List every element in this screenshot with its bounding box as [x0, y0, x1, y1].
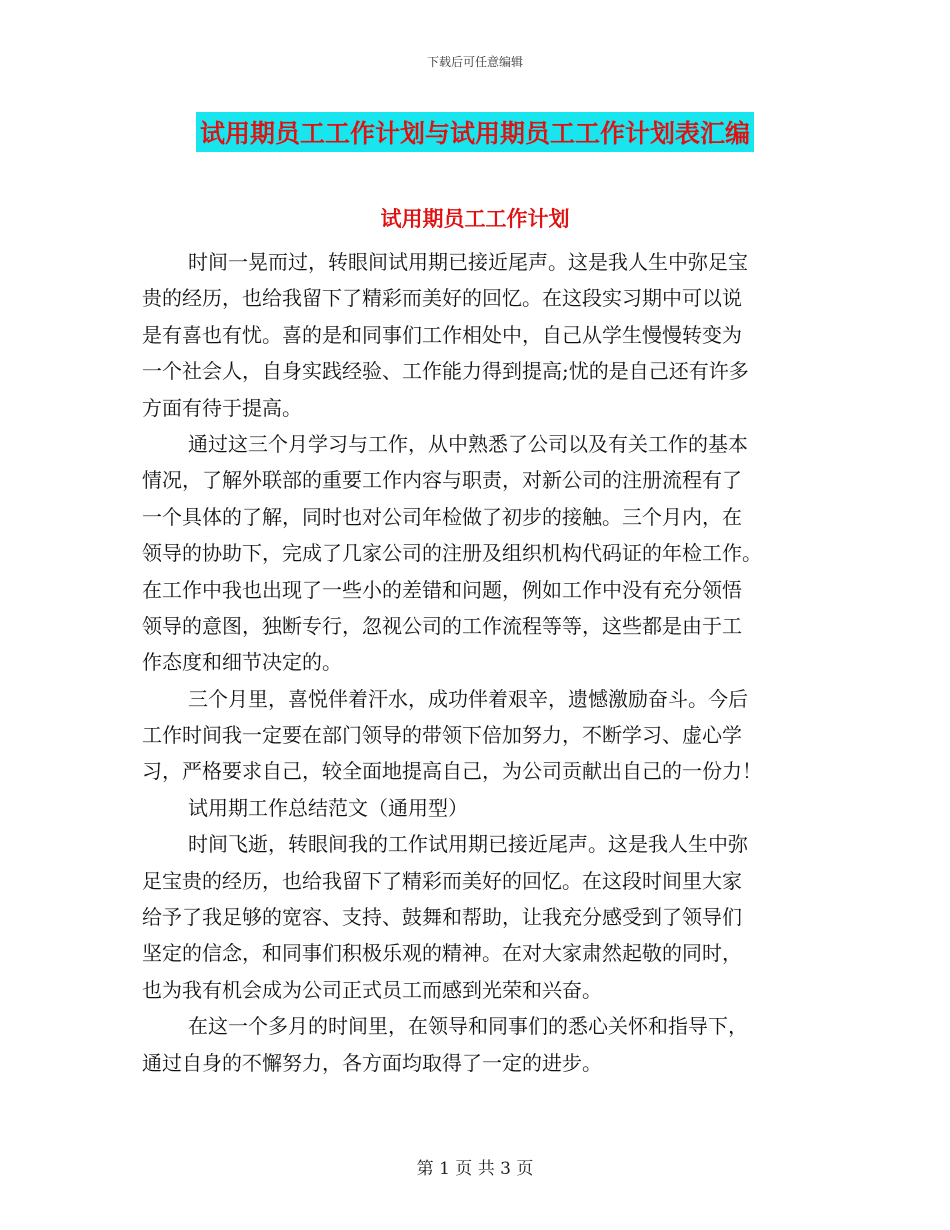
- body-line: 一个社会人，自身实践经验、工作能力得到提高;忧的是自己还有许多: [142, 359, 749, 384]
- document-title-container: [0, 112, 950, 152]
- document-title: 试用期员工工作计划与试用期员工工作计划表汇编: [196, 112, 754, 152]
- section-title: 试用期员工工作计划: [380, 207, 570, 231]
- body-line: 通过自身的不懈努力，各方面均取得了一定的进步。: [142, 1050, 602, 1075]
- header-note: 下载后可任意编辑: [426, 55, 523, 69]
- body-line: 工作时间我一定要在部门领导的带领下倍加努力，不断学习、虚心学: [142, 723, 742, 748]
- body-line: 坚定的信念，和同事们积极乐观的精神。在对大家肃然起敬的同时，: [142, 941, 742, 966]
- body-line: 在这一个多月的时间里，在领导和同事们的悉心关怀和指导下，: [188, 1014, 748, 1039]
- body-line: 足宝贵的经历，也给我留下了精彩而美好的回忆。在这段时间里大家: [142, 868, 742, 893]
- body-line: 试用期工作总结范文（通用型）: [188, 795, 468, 820]
- body-line: 也为我有机会成为公司正式员工而感到光荣和兴奋。: [142, 977, 602, 1002]
- body-line: 时间飞逝，转眼间我的工作试用期已接近尾声。这是我人生中弥: [188, 832, 748, 857]
- body-line: 领导的协助下，完成了几家公司的注册及组织机构代码证的年检工作。: [142, 541, 762, 566]
- body-line: 作态度和细节决定的。: [142, 650, 342, 675]
- page-footer: 第 1 页 共 3 页: [416, 1159, 534, 1179]
- body-line: 三个月里，喜悦伴着汗水，成功伴着艰辛，遗憾激励奋斗。今后: [188, 686, 748, 711]
- body-line: 时间一晃而过，转眼间试用期已接近尾声。这是我人生中弥足宝: [188, 250, 748, 274]
- body-line: 在工作中我也出现了一些小的差错和问题，例如工作中没有充分领悟: [142, 577, 742, 602]
- body-line: 贵的经历，也给我留下了精彩而美好的回忆。在这段实习期中可以说: [142, 286, 742, 311]
- body-text: [142, 244, 812, 1081]
- body-line: 领导的意图，独断专行，忽视公司的工作流程等等，这些都是由于工: [142, 613, 742, 638]
- body-line: 情况，了解外联部的重要工作内容与职责，对新公司的注册流程有了: [142, 468, 742, 493]
- body-line: 习，严格要求自己，较全面地提高自己，为公司贡献出自己的一份力！: [142, 759, 762, 784]
- body-line: 通过这三个月学习与工作，从中熟悉了公司以及有关工作的基本: [188, 431, 748, 456]
- body-line: 一个具体的了解，同时也对公司年检做了初步的接触。三个月内，在: [142, 504, 742, 529]
- body-line: 给予了我足够的宽容、支持、鼓舞和帮助，让我充分感受到了领导们: [142, 905, 742, 930]
- body-line: 是有喜也有忧。喜的是和同事们工作相处中，自己从学生慢慢转变为: [142, 322, 742, 347]
- body-line: 方面有待于提高。: [142, 395, 302, 420]
